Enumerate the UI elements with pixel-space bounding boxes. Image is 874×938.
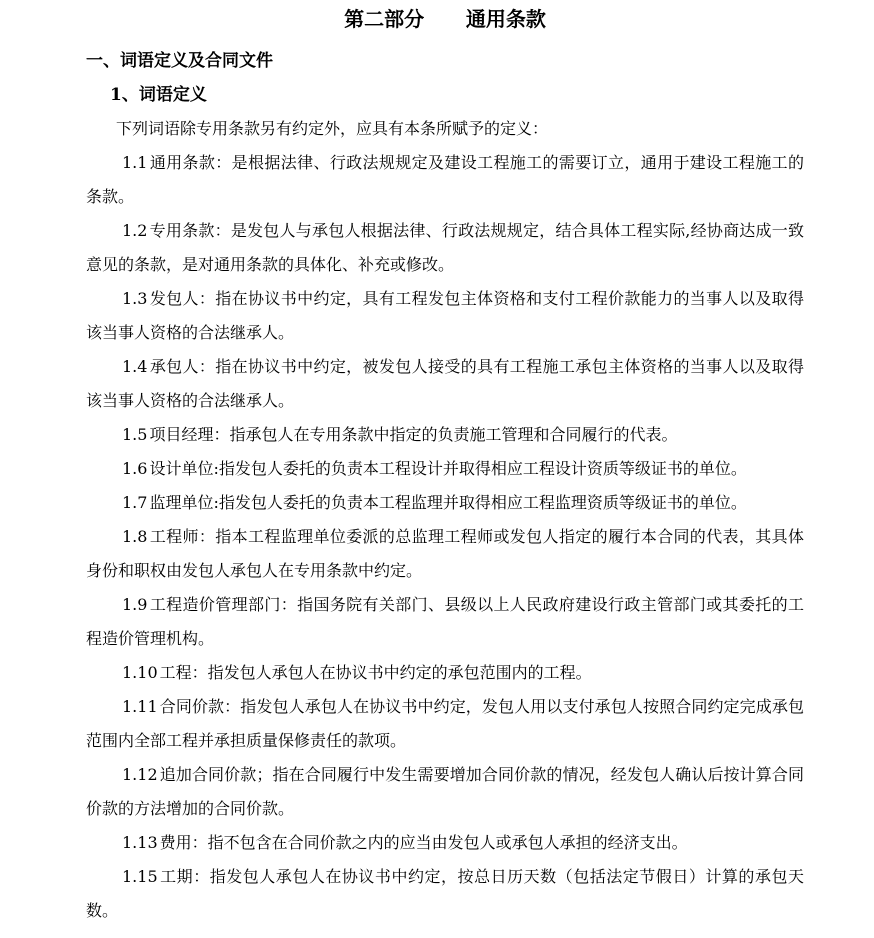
clause-text: 工程造价管理部门：指国务院有关部门、县级以上人民政府建设行政主管部门或其委托的工程造价管理机构。: [86, 595, 804, 648]
clause-number: 1.7: [122, 493, 148, 512]
clause-number: 1.5: [122, 425, 148, 444]
clause-1-10: [86, 656, 804, 690]
clause-1-3: [86, 282, 804, 350]
intro-paragraph: 下列词语除专用条款另有约定外，应具有本条所赋予的定义：: [116, 119, 549, 138]
page-title: 第二部分 通用条款: [344, 7, 546, 31]
clause-number: 1.13: [122, 833, 158, 852]
clause-1-13: [86, 826, 804, 860]
clause-text: 专用条款：是发包人与承包人根据法律、行政法规规定，结合具体工程实际,经协商达成一致意见的条款，是对通用条款的具体化、补充或修改。: [86, 221, 804, 274]
clause-1-7: [86, 486, 804, 520]
clause-number: 1.8: [122, 527, 148, 546]
clause-text: 设计单位:指发包人委托的负责本工程设计并取得相应工程设计资质等级证书的单位。: [149, 459, 747, 478]
clause-1-2: [86, 214, 804, 282]
clause-text: 费用：指不包含在合同价款之内的应当由发包人或承包人承担的经济支出。: [159, 833, 688, 852]
clause-number: 1.1: [122, 153, 148, 172]
clause-text: 工程：指发包人承包人在协议书中约定的承包范围内的工程。: [159, 663, 592, 682]
section-heading: 一、词语定义及合同文件: [86, 51, 273, 71]
clause-1-4: [86, 350, 804, 418]
clause-number: 1.11: [122, 697, 158, 716]
clause-number: 1.6: [122, 459, 148, 478]
clause-number: 1.3: [122, 289, 148, 308]
clause-text: 追加合同价款；指在合同履行中发生需要增加合同价款的情况，经发包人确认后按计算合同价款的方法增加的合同价款。: [86, 765, 804, 818]
clause-1-8: [86, 520, 804, 588]
clause-1-12: [86, 758, 804, 826]
clause-text: 通用条款：是根据法律、行政法规规定及建设工程施工的需要订立，通用于建设工程施工的条款。: [86, 153, 804, 206]
clause-1-11: [86, 690, 804, 758]
clause-number: 1.15: [122, 867, 158, 886]
clause-1-6: [86, 452, 804, 486]
clause-number: 1.9: [122, 595, 148, 614]
clause-number: 1.10: [122, 663, 158, 682]
clause-text: 工程师：指本工程监理单位委派的总监理工程师或发包人指定的履行本合同的代表，其具体身份和职权由发包人承包人在专用条款中约定。: [86, 527, 804, 580]
clause-1-9: [86, 588, 804, 656]
clause-number: 1.12: [122, 765, 158, 784]
clause-text: 监理单位:指发包人委托的负责本工程监理并取得相应工程监理资质等级证书的单位。: [149, 493, 747, 512]
clause-text: 承包人：指在协议书中约定，被发包人接受的具有工程施工承包主体资格的当事人以及取得该当事人资格的合法继承人。: [86, 357, 804, 410]
clause-text: 合同价款：指发包人承包人在协议书中约定，发包人用以支付承包人按照合同约定完成承包范围内全部工程并承担质量保修责任的款项。: [86, 697, 804, 750]
clause-text: 项目经理：指承包人在专用条款中指定的负责施工管理和合同履行的代表。: [149, 425, 678, 444]
subsection-heading: 1、词语定义: [110, 85, 207, 105]
clause-number: 1.4: [122, 357, 148, 376]
clause-number: 1.2: [122, 221, 148, 240]
clause-text: 工期：指发包人承包人在协议书中约定，按总日历天数（包括法定节假日）计算的承包天数。: [86, 867, 804, 920]
clause-1-15: [86, 860, 804, 928]
clause-1-5: [86, 418, 804, 452]
clause-1-1: [86, 146, 804, 214]
clause-text: 发包人：指在协议书中约定，具有工程发包主体资格和支付工程价款能力的当事人以及取得该当事人资格的合法继承人。: [86, 289, 804, 342]
